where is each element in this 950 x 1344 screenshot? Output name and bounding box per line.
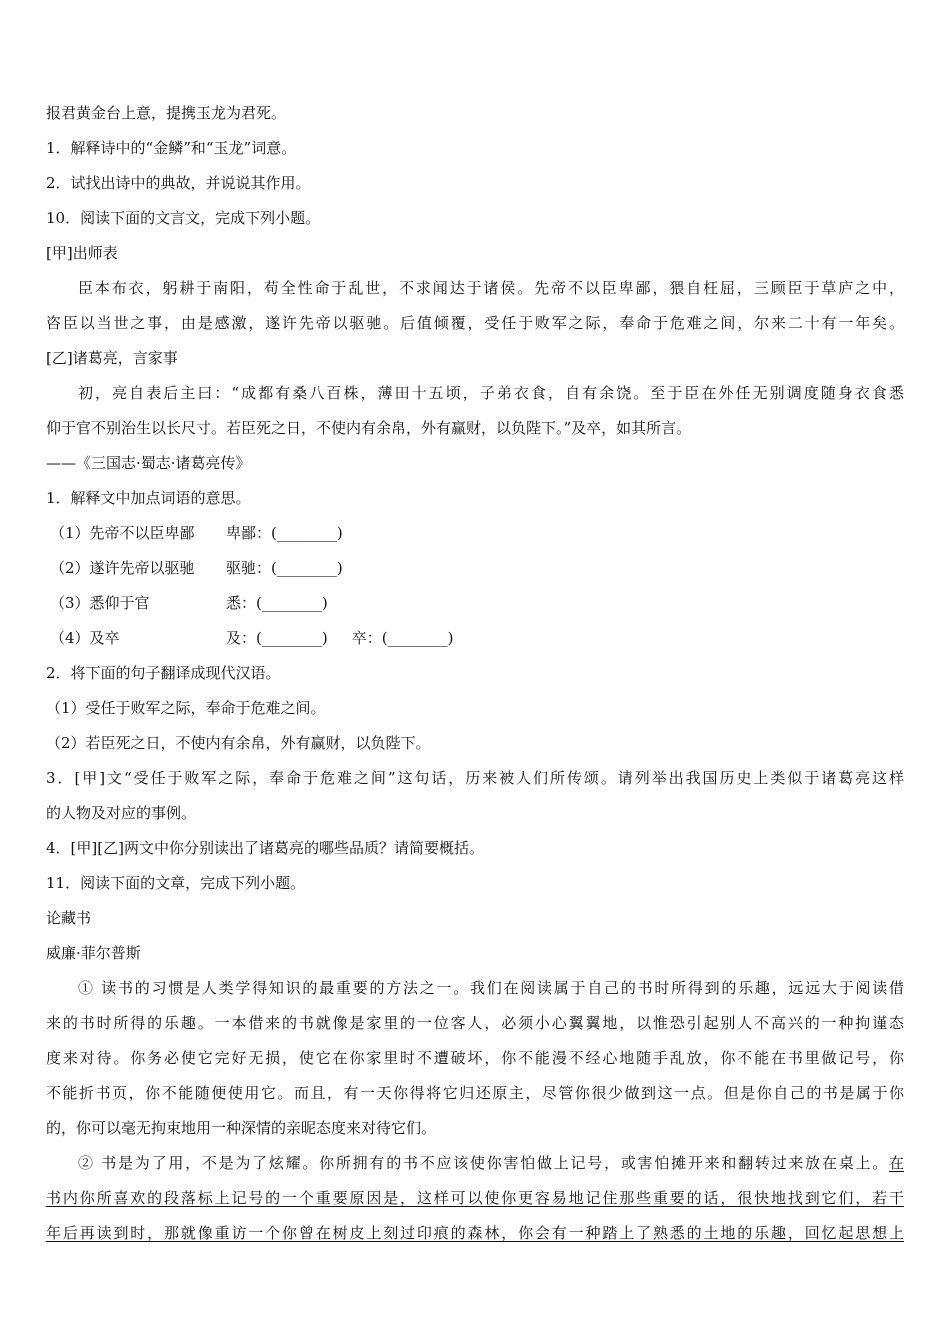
para2-underlined-start: 在 [888, 1154, 904, 1172]
q10-sub2-sentence2: （2）若臣死之日，不使内有余帛，外有赢财，以负陛下。 [46, 734, 431, 752]
article-author: 威廉·菲尔普斯 [46, 944, 141, 962]
article-para2-line3-underlined: 年后再读到时，那就像重访一个你曾在树皮上刻过印痕的森林，你会有一种踏上了熟悉的土地的乐趣，回忆起思想上 [46, 1224, 904, 1242]
document-page [46, 96, 904, 1251]
item-phrase: （4）及卒 [50, 629, 120, 647]
para2-text: ② 书是为了用，不是为了炫耀。你所拥有的书不应该使你害怕做上记号，或害怕摊开来和翻转过来放在桌上。 [78, 1154, 889, 1172]
article-para2-line1 [46, 1146, 904, 1181]
poem-last-line: 报君黄金台上意，提携玉龙为君死。 [46, 104, 287, 122]
q10-source: ——《三国志·蜀志·诸葛亮传》 [46, 454, 251, 472]
q10-sub1-item [46, 551, 904, 586]
article-para1-line: 度来对待。你务必使它完好无损，使它在你家里时不遭破坏，你不能漫不经心地随手乱放，你不能在书里做记号，你 [46, 1049, 904, 1067]
article-para1-line: 来的书时所得的乐趣。一本借来的书就像是家里的一位客人，必须小心翼翼地，以惟恐引起别人不高兴的一种拘谨态 [46, 1014, 904, 1032]
item-answer: 及：(________) [226, 629, 328, 647]
q10-jia-title: [甲]出师表 [46, 244, 118, 262]
q10-sub1-item [46, 516, 904, 551]
q10-sub3-line2: 的人物及对应的事例。 [46, 804, 197, 822]
q9-sub1: 1．解释诗中的“金鳞”和“玉龙”词意。 [46, 139, 297, 157]
q10-jia-para-line2: 咨臣以当世之事，由是感激，遂许先帝以驱驰。后值倾覆，受任于败军之际，奉命于危难之间，尔来二十有一年矣。 [46, 314, 904, 332]
q9-sub2: 2．试找出诗中的典故，并说说其作用。 [46, 174, 311, 192]
q10-sub2-sentence1: （1）受任于败军之际，奉命于危难之间。 [46, 699, 326, 717]
q10-sub4: 4．[甲][乙]两文中你分别读出了诸葛亮的哪些品质？请简要概括。 [46, 839, 484, 857]
item-phrase: （1）先帝不以臣卑鄙 [50, 524, 195, 542]
item-phrase: （3）悉仰于官 [50, 594, 150, 612]
item-answer: 卑鄙：(________) [226, 524, 343, 542]
article-para1-line: ① 读书的习惯是人类学得知识的最重要的方法之一。我们在阅读属于自己的书时所得到的乐趣，远远大于阅读借 [78, 979, 904, 997]
q10-sub1-heading: 1．解释文中加点词语的意思。 [46, 489, 251, 507]
article-para1-line: 的，你可以毫无拘束地用一种深情的亲昵态度来对待它们。 [46, 1119, 437, 1137]
q11-heading: 11．阅读下面的文章，完成下列小题。 [46, 874, 306, 892]
q10-sub3-line1: 3．[甲]文“受任于败军之际，奉命于危难之间”这句话，历来被人们所传颂。请列举出我国历史上类似于诸葛亮这样 [46, 769, 904, 787]
item-answer-2: 卒：(________) [351, 629, 454, 647]
q10-yi-para-line1: 初，亮自表后主曰：“成都有桑八百株，薄田十五顷，子弟衣食，自有余饶。至于臣在外任无别调度随身衣食悉 [78, 384, 904, 402]
q10-yi-title: [乙]诸葛亮，言家事 [46, 349, 178, 367]
q10-sub2-heading: 2．将下面的句子翻译成现代汉语。 [46, 664, 281, 682]
article-para2-line2-underlined: 书内你所喜欢的段落标上记号的一个重要原因是，这样可以使你更容易地记住那些重要的话，很快地找到它们，若干 [46, 1189, 904, 1207]
article-title: 论藏书 [46, 909, 92, 927]
q10-jia-para-line1: 臣本布衣，躬耕于南阳，苟全性命于乱世，不求闻达于诸侯。先帝不以臣卑鄙，猥自枉屈，三顾臣于草庐之中， [78, 279, 904, 297]
q10-sub1-item [46, 621, 904, 656]
item-answer: 悉：(________) [226, 594, 328, 612]
item-phrase: （2）遂许先帝以驱驰 [50, 559, 195, 577]
q10-sub1-item [46, 586, 904, 621]
article-para1-line: 不能折书页，你不能随便使用它。而且，有一天你得将它归还原主，尽管你很少做到这一点。但是你自己的书是属于你 [46, 1084, 904, 1102]
q10-yi-para-line2: 仰于官不别治生以长尺寸。若臣死之日，不使内有余帛，外有赢财，以负陛下。”及卒，如其所言。 [46, 419, 692, 437]
item-answer: 驱驰：(________) [226, 559, 343, 577]
q10-heading: 10．阅读下面的文言文，完成下列小题。 [46, 209, 321, 227]
